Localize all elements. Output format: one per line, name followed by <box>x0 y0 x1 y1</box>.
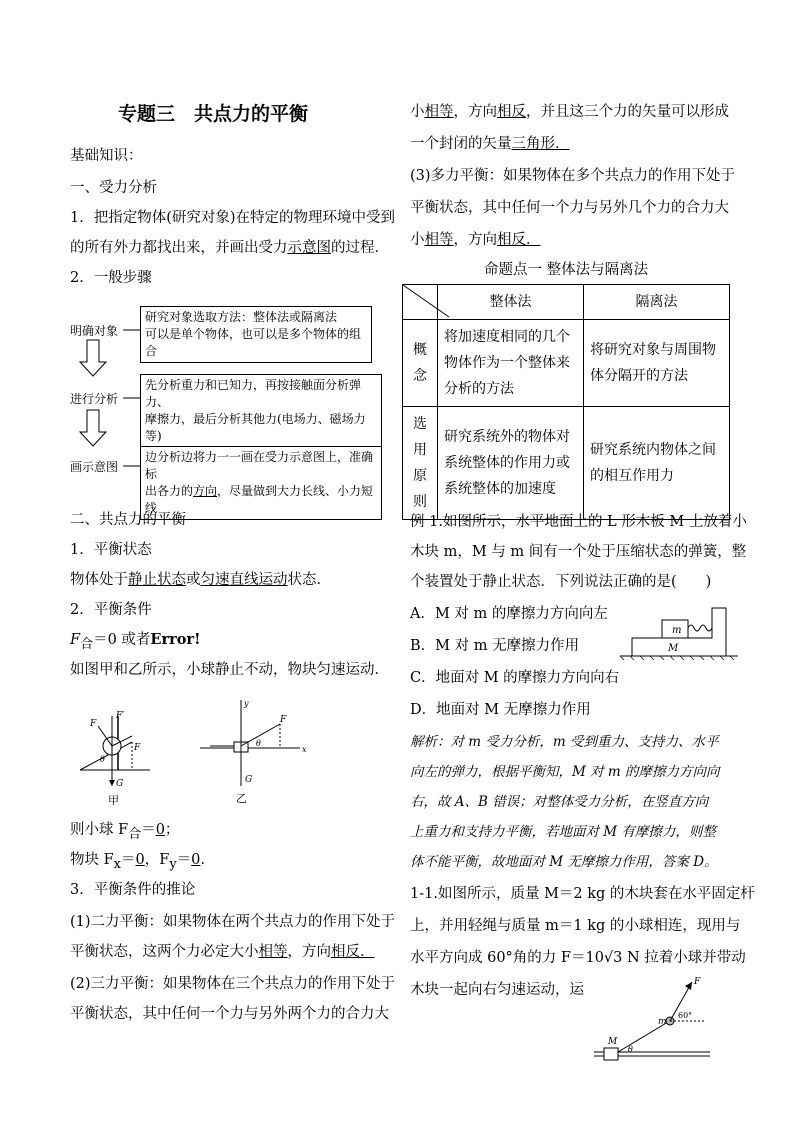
svg-text:θ: θ <box>100 755 105 764</box>
cell-text: 系统整体的作用力或 <box>444 455 570 471</box>
formula-subscript: 合 <box>80 636 94 652</box>
option-a: A．M 对 m 的摩擦力方向向左 <box>410 606 608 622</box>
analysis-line: 上重力和支持力平衡，若地面对 M 有摩擦力，则整 <box>410 824 716 840</box>
paragraph-line <box>410 102 729 122</box>
paragraph-line <box>410 134 570 154</box>
section-heading-equilibrium: 二、共点力的平衡 <box>70 512 186 528</box>
text-span: 或 <box>186 572 201 588</box>
section-heading-force-analysis: 一、受力分析 <box>70 180 157 196</box>
cell-text: 研究系统内物体之间 <box>590 442 716 458</box>
table-corner-cell <box>403 285 438 320</box>
problem-line: 1-1.如图所示，质量 M＝2 kg 的木块套在水平固定杆 <box>410 886 755 902</box>
table-header-cell: 整体法 <box>438 285 584 320</box>
svg-text:F: F <box>90 719 97 729</box>
svg-text:x: x <box>302 745 307 754</box>
underlined-term: 相等 <box>258 944 288 960</box>
text-span: ＝ <box>121 852 136 868</box>
analysis-line: 右，故 A、B 错误；对整体受力分析，在竖直方向 <box>410 794 709 810</box>
subheading: 3．平衡条件的推论 <box>70 882 196 898</box>
underlined-term: 0 <box>191 852 201 868</box>
paragraph-line <box>70 570 331 590</box>
formula-symbol: F <box>70 632 81 648</box>
paragraph-line: 平衡状态，其中任何一个力与另外几个力的合力大 <box>410 200 729 216</box>
svg-text:F: F <box>134 743 141 753</box>
section-heading-method: 命题点一 整体法与隔离法 <box>484 262 649 278</box>
text-span: 小 <box>410 104 425 120</box>
underlined-term: 相反． <box>331 944 375 960</box>
paragraph-line: (1)二力平衡：如果物体在两个共点力的作用下处于 <box>70 914 396 930</box>
text-span: ＝0 或者 <box>93 632 151 648</box>
table-row <box>403 320 730 407</box>
result-line <box>70 850 205 875</box>
text-span: 状态． <box>287 572 331 588</box>
flow-box-text: 研究对象选取方法：整体法或隔离法 <box>145 310 338 324</box>
figures-jia-yi <box>70 696 310 806</box>
cell-text: 原则 <box>413 468 427 510</box>
svg-text:θ: θ <box>256 739 261 748</box>
option-c: C．地面对 M 的摩擦力方向向右 <box>410 670 620 686</box>
text-span: 一个封闭的矢量 <box>410 136 512 152</box>
text-span: ，尽量做到大力长线、小力短线 <box>145 484 374 515</box>
text-span: 物块 F <box>70 852 114 868</box>
example-line: 例 1.如图所示，水平地面上的 L 形木板 M 上放着小 <box>410 514 747 530</box>
table-cell <box>584 320 730 407</box>
cell-text: 将研究对象与周围物 <box>590 342 716 358</box>
subheading: 1．平衡状态 <box>70 542 152 558</box>
figure-label: θ <box>628 1045 633 1054</box>
table-cell <box>438 320 584 407</box>
formula-line <box>70 630 200 655</box>
problem11-figure <box>594 972 714 1062</box>
paragraph-line: 如图甲和乙所示，小球静止不动，物块匀速运动． <box>70 662 389 678</box>
text-span: ，F <box>144 852 170 868</box>
text-span: 出各力的 <box>145 484 194 498</box>
text-span: 的过程． <box>331 240 389 256</box>
text-span: ，方向 <box>453 104 497 120</box>
figure-label: m <box>658 1017 667 1027</box>
table-row <box>403 285 730 320</box>
underlined-term: 示意图 <box>287 240 331 256</box>
figure-jia <box>80 711 150 807</box>
figure-label: 乙 <box>236 792 247 805</box>
analysis-line: 体不能平衡，故地面对 M 无摩擦力作用，答案 D。 <box>410 854 718 870</box>
underlined-term: 相等 <box>424 104 454 120</box>
text-span: ＝ <box>141 822 156 838</box>
figure-label: M <box>608 1037 618 1047</box>
cell-text: 的相互作用力 <box>590 468 674 484</box>
underlined-term: 静止状态 <box>128 572 186 588</box>
paragraph-line: (3)多力平衡：如果物体在多个共点力的作用下处于 <box>410 168 736 184</box>
paragraph-line: 1．把指定物体(研究对象)在特定的物理环境中受到 <box>70 210 396 226</box>
option-d: D．地面对 M 无摩擦力作用 <box>410 702 591 718</box>
figure-label: 60° <box>678 1011 693 1020</box>
table-header-cell: 隔离法 <box>584 285 730 320</box>
analysis-line: 解析：对 m 受力分析，m 受到重力、支持力、水平 <box>410 734 719 750</box>
text-span: 的所有外力都找出来，并画出受力 <box>70 240 288 256</box>
underlined-term: 方向 <box>193 484 218 498</box>
underlined-term: 匀速直线运动 <box>200 572 288 588</box>
text-span: ，方向 <box>287 944 331 960</box>
result-line <box>70 820 179 845</box>
flow-box-analysis <box>140 374 382 448</box>
text-span: ＝ <box>176 852 192 868</box>
figure-label: F <box>694 977 701 987</box>
page-title: 专题三 共点力的平衡 <box>118 103 309 125</box>
methods-table <box>402 284 730 520</box>
flow-box-text: 可以是单个物体，也可以是多个物体的组合 <box>145 327 362 358</box>
option-b: B．M 对 m 无摩擦力作用 <box>410 638 580 654</box>
table-row <box>403 407 730 520</box>
table-row-head <box>403 407 438 520</box>
svg-text:G: G <box>245 775 253 785</box>
table-cell <box>438 407 584 520</box>
underlined-term: 0 <box>155 822 165 838</box>
cell-text: 物体作为一个整体来 <box>444 355 570 371</box>
table-row-head: 概念 <box>403 320 438 407</box>
error-text: Error! <box>150 631 201 648</box>
svg-text:F: F <box>280 715 287 725</box>
text-span: ，并且这三个力的矢量可以形成 <box>526 104 729 120</box>
text-span: 小 <box>410 232 425 248</box>
flow-box-text: 先分析重力和已知力，再按接触面分析弹力、 <box>145 378 362 409</box>
flow-box-diagram <box>140 446 382 520</box>
text-span: . <box>200 852 206 868</box>
underlined-term: 相反 <box>497 104 526 120</box>
analysis-line: 向左的弹力，根据平衡知，M 对 m 的摩擦力方向向 <box>410 764 720 780</box>
text-span: ； <box>164 822 180 838</box>
text-span: ，方向 <box>453 232 497 248</box>
example-line: 个装置处于静止状态．下列说法正确的是( ) <box>410 574 712 590</box>
cell-text: 研究系统外的物体对 <box>444 429 570 445</box>
paragraph-line: (2)三力平衡：如果物体在三个共点力的作用下处于 <box>70 976 396 992</box>
flow-box-object <box>140 306 372 363</box>
cell-text: 分析的方法 <box>444 381 514 397</box>
text-span: 则小球 F <box>70 822 129 838</box>
formula-subscript: x <box>113 856 122 872</box>
cell-text: 将加速度相同的几个 <box>444 329 570 345</box>
cell-text: 体分隔开的方法 <box>590 368 688 384</box>
underlined-term: 三角形． <box>511 136 570 152</box>
text-span: 物体处于 <box>70 572 128 588</box>
formula-subscript: y <box>169 856 177 872</box>
figure-label: m <box>672 625 682 636</box>
diagonal-line <box>403 285 449 317</box>
subheading: 2．平衡条件 <box>70 602 152 618</box>
svg-text:F′: F′ <box>116 711 125 721</box>
text-span: 平衡状态，这两个力必定大小 <box>70 944 259 960</box>
flow-step-label: 画示意图 <box>70 460 119 474</box>
cell-text: 系统整体的加速度 <box>444 481 556 497</box>
example-line: 木块 m，M 与 m 间有一个处于压缩状态的弹簧，整 <box>410 544 747 560</box>
flow-box-text: 边分析边将力一一画在受力示意图上，准确标 <box>145 450 374 481</box>
problem-line: 木块一起向右匀速运动，运 <box>410 982 584 998</box>
cell-text: 选用 <box>413 416 427 458</box>
figure-label: M <box>668 643 679 654</box>
flow-box-text: 摩擦力，最后分析其他力(电场力、磁场力等) <box>145 412 366 443</box>
paragraph-line <box>70 942 375 962</box>
svg-text:G: G <box>116 779 124 789</box>
figure-yi <box>200 699 307 805</box>
underlined-term: 相反． <box>497 232 541 248</box>
underlined-term: 相等 <box>424 232 454 248</box>
table-cell <box>584 407 730 520</box>
figure-label: 甲 <box>108 794 119 807</box>
problem-line: 水平方向成 60°角的力 F＝10√3 N 拉着小球并带动 <box>410 950 746 966</box>
paragraph-line: 平衡状态，其中任何一个力与另外两个力的合力大 <box>70 1006 389 1022</box>
example1-figure <box>620 606 740 662</box>
flow-step-label: 明确对象 <box>70 324 119 338</box>
subheading-steps: 2．一般步骤 <box>70 270 152 286</box>
problem-line: 上，并用轻绳与质量 m＝1 kg 的小球相连，现用与 <box>410 918 741 934</box>
paragraph-line <box>410 230 541 250</box>
flow-step-label: 进行分析 <box>70 392 119 406</box>
basics-heading: 基础知识： <box>70 148 143 164</box>
underlined-term: 0 <box>135 852 145 868</box>
formula-subscript: 合 <box>128 826 142 842</box>
svg-text:y: y <box>244 699 249 708</box>
